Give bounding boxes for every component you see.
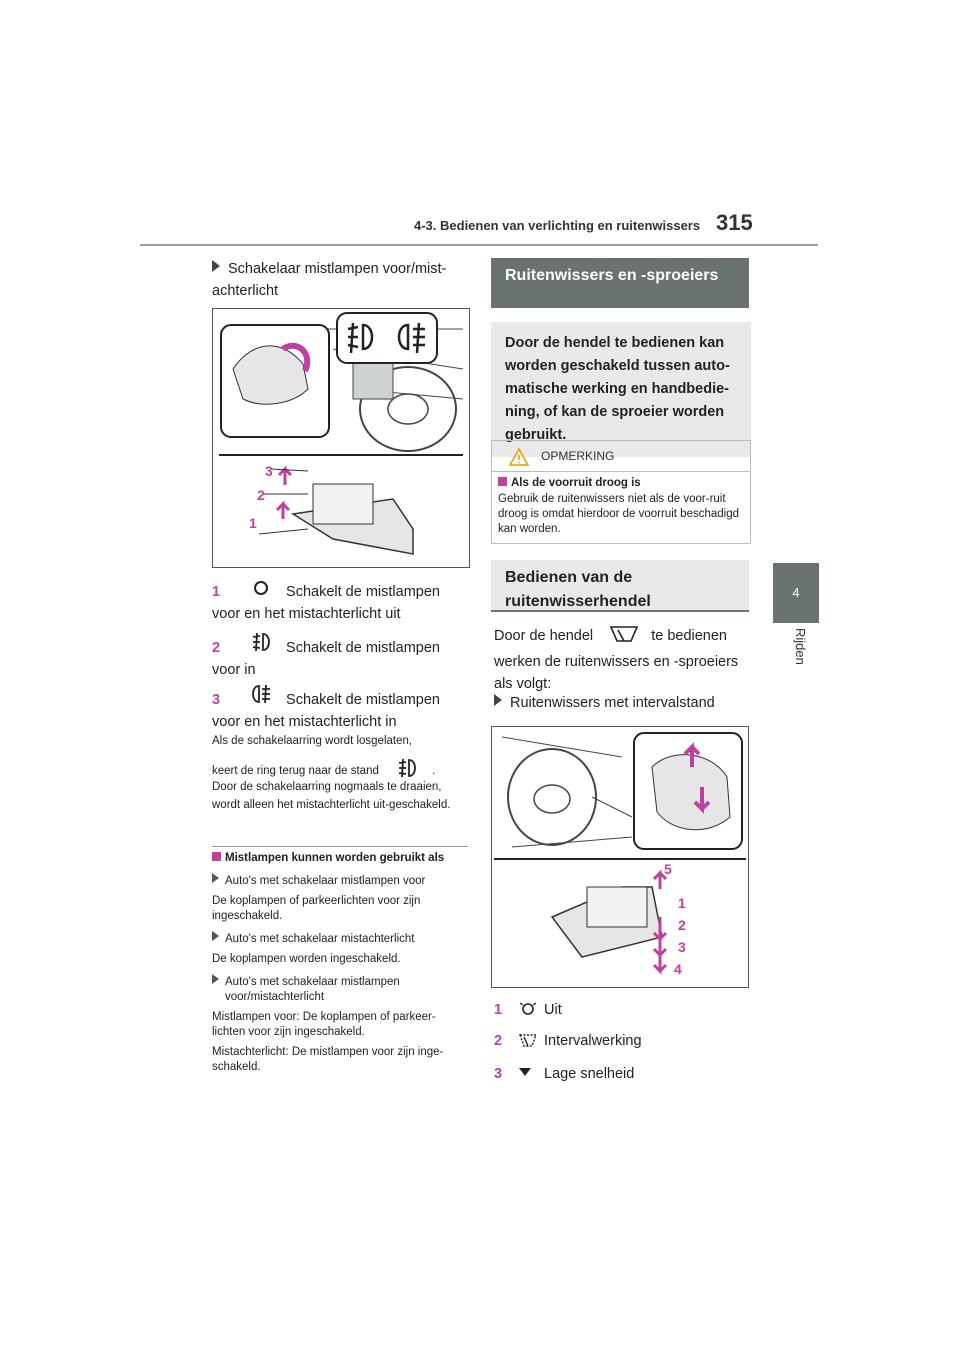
figure-label-1: 1 [249, 515, 257, 531]
bullet-triangle-icon [494, 694, 502, 706]
wiper-lever-drawing [492, 727, 748, 987]
notice-box [491, 440, 751, 544]
square-bullet-icon [498, 477, 507, 486]
list-item: 1 Schakelt de mistlampen voor en het mistachterlicht uit [212, 580, 468, 625]
list-item: 3 Schakelt de mistlampen voor en het mistachterlicht in [212, 684, 468, 733]
section-title-wipers: Ruitenwissers en -sproeiers [491, 258, 749, 308]
release-note: Als de schakelaarring wordt losgelaten, keert de ring terug naar de stand . [212, 732, 470, 784]
subsection-title-lever: Bedienen van de ruitenwisserhendel [491, 560, 749, 612]
page-number: 315 [716, 210, 753, 235]
low-speed-icon [518, 1062, 544, 1084]
interval-bullet: Ruitenwissers met intervalstand [494, 692, 754, 714]
figure-label-3: 3 [265, 463, 273, 479]
list-item: 2 Intervalwerking [494, 1030, 750, 1055]
fog-off-icon [236, 580, 286, 603]
header-rule [140, 244, 818, 246]
list-item: Auto's met schakelaar mistlampen voor/mistachterlicht [212, 974, 468, 1005]
list-item: 1 Uit [494, 999, 750, 1024]
lever-paragraph: Door de hendel te bedienen werken de ruitenwissers en -sproeiers als volgt: [494, 624, 754, 695]
figure-label-5: 5 [664, 861, 672, 877]
wiper-interval-icon [518, 1032, 544, 1055]
fog-switch-illustration [212, 308, 470, 568]
divider [212, 846, 468, 847]
warning-icon [508, 447, 530, 467]
chapter-label: Rijden [793, 628, 808, 665]
running-header: 4-3. Bedienen van verlichting en ruitenwissers [414, 218, 701, 233]
notice-header [492, 441, 750, 472]
figure-label-1: 1 [678, 895, 686, 911]
front-fog-icon [236, 632, 286, 659]
intro-box: Door de hendel te bedienen kan worden geschakeld tussen auto-matische werking en handbedie-ning, of kan de sproeier worden gebruikt. [491, 322, 751, 457]
wiper-lever-illustration [491, 726, 749, 988]
square-bullet-icon [212, 852, 221, 861]
figure-label-2: 2 [678, 917, 686, 933]
figure-label-4: 4 [674, 961, 682, 977]
wiper-lever-icon [597, 624, 651, 651]
list-item: 2 Schakelt de mistlampen voor in [212, 632, 468, 681]
list-item: 3 Lage snelheid [494, 1062, 750, 1085]
usage-list: Auto's met schakelaar mistlampen voor De koplampen of parkeerlichten voor zijn ingeschakeld. Auto's met schakelaar mistachterlicht De koplampen worden ingeschakeld. Auto's met schakelaar mistlampen voor/mistachterlicht Mistlampen voor: De koplampen of parkeer-lichten voor zijn ingeschakeld. Mistachterlicht: De mistlampen voor zijn inge-schakeld. [212, 873, 468, 1075]
rotate-again-note: Door de schakelaarring nogmaals te draaien, wordt alleen het mistachterlicht uit-geschakeld. [212, 781, 451, 811]
figure-label-3: 3 [678, 939, 686, 955]
notice-label: OPMERKING [541, 449, 615, 463]
bullet-triangle-icon [212, 260, 220, 272]
notice-heading: Als de voorruit droog is [492, 472, 750, 489]
list-item: Auto's met schakelaar mistachterlicht [212, 931, 468, 947]
notice-text: Gebruik de ruitenwissers niet als de voor-ruit droog is omdat hierdoor de voorruit beschadigd kan worden. [498, 493, 740, 535]
wiper-off-icon [518, 1001, 544, 1024]
chapter-tab[interactable]: 4 [773, 563, 819, 623]
fog-switch-intro: Schakelaar mistlampen voor/mist-achterlicht [212, 261, 447, 299]
list-item: Auto's met schakelaar mistlampen voor [212, 873, 468, 889]
figure-label-2: 2 [257, 487, 265, 503]
usage-heading: Mistlampen kunnen worden gebruikt als [212, 852, 472, 864]
rear-fog-icon [236, 684, 286, 711]
